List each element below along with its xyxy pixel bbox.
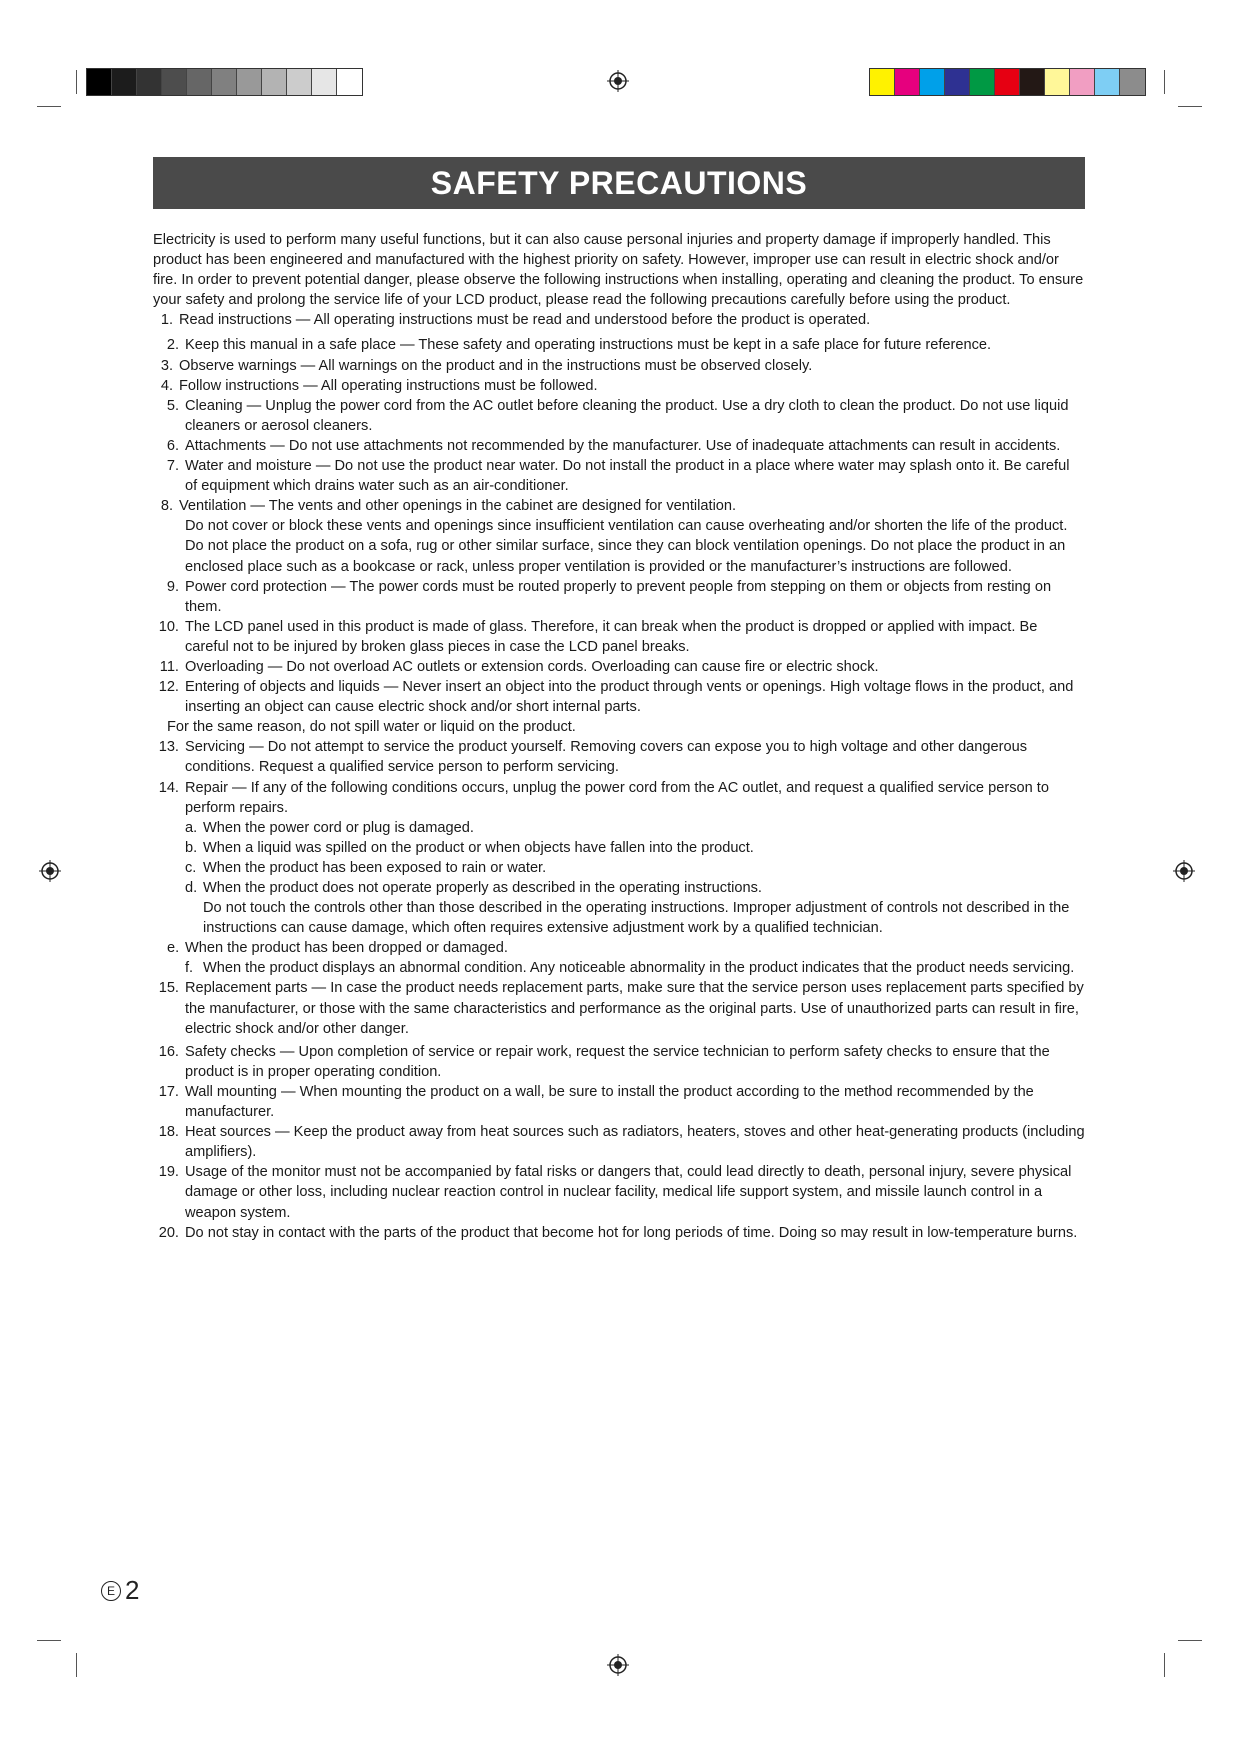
- gray-swatch: [162, 69, 187, 95]
- repair-subitem: [153, 818, 1085, 838]
- item-number: 2.: [166, 337, 179, 354]
- repair-subitem: [153, 938, 1085, 958]
- item-text: Replacement parts — In case the product needs replacement parts, make sure that the service person uses replacement parts specified by the manufacturer, or those with the same characteristics and performance as the original parts. Use of unauthorized parts can result in fire, electric shock and/or other danger.: [185, 980, 1084, 1037]
- registration-mark-left-icon: [39, 860, 61, 882]
- item-number: 3.: [160, 357, 173, 374]
- item-text: Observe warnings — All warnings on the product and in the instructions must be observed closely.: [179, 357, 813, 374]
- repair-subitem: [153, 858, 1085, 878]
- list-item: [153, 335, 1085, 355]
- item-text: Safety checks — Upon completion of service or repair work, request the service technician to perform safety checks to ensure that the product is in proper operating condition.: [185, 1043, 1050, 1080]
- item-text: Follow instructions — All operating instructions must be followed.: [179, 377, 598, 394]
- subitem-letter: f.: [185, 960, 194, 977]
- list-item: [153, 617, 1085, 657]
- gray-swatch: [312, 69, 337, 95]
- subitem-text: When a liquid was spilled on the product or when objects have fallen into the product.: [203, 839, 754, 856]
- item-text: Do not stay in contact with the parts of the product that become hot for long periods of time. Doing so may result in low-temperature burns.: [185, 1224, 1078, 1241]
- precautions-list: [153, 310, 1085, 1242]
- list-item: [153, 1162, 1085, 1222]
- list-item: [153, 577, 1085, 617]
- item-number: 15.: [158, 980, 179, 997]
- item-number: 11.: [159, 658, 179, 675]
- item-text: Overloading — Do not overload AC outlets or extension cords. Overloading can cause fire or electric shock.: [185, 658, 879, 675]
- grayscale-calibration-bar: [86, 68, 363, 96]
- subitem-text: When the product displays an abnormal condition. Any noticeable abnormality in the product indicates that the product needs servicing.: [203, 960, 1075, 977]
- color-swatch: [920, 69, 945, 95]
- color-swatch: [895, 69, 920, 95]
- gray-swatch: [337, 69, 362, 95]
- subitem-text: When the product does not operate properly as described in the operating instructions.: [203, 880, 762, 896]
- registration-mark-top-icon: [607, 70, 629, 92]
- list-item: [153, 1223, 1085, 1243]
- intro-paragraph: Electricity is used to perform many useful functions, but it can also cause personal injuries and property damage if improperly handled. This product has been engineered and manufactured with the highest priority on safety. However, improper use can result in electric shock and/or fire. In order to prevent potential danger, please observe the following instructions when installing, operating and cleaning the product. To ensure your safety and prolong the service life of your LCD product, please read the following precautions carefully before using the product.: [153, 232, 1084, 309]
- list-item: [153, 1122, 1085, 1162]
- item-number: 9.: [166, 578, 179, 595]
- item-number: 14.: [158, 779, 179, 796]
- list-item: [153, 396, 1085, 436]
- item-number: 1.: [160, 312, 173, 329]
- item-number: 7.: [166, 458, 179, 475]
- list-item: [153, 310, 1085, 330]
- registration-mark-bottom-icon: [607, 1654, 629, 1676]
- gray-swatch: [112, 69, 137, 95]
- list-item: [153, 677, 1085, 717]
- repair-subitem: [153, 958, 1085, 978]
- item-text: Heat sources — Keep the product away from heat sources such as radiators, heaters, stoves and other heat-generating products (including amplifiers).: [185, 1124, 1085, 1161]
- registration-mark-right-icon: [1173, 860, 1195, 882]
- list-item: [153, 436, 1085, 456]
- item-note: For the same reason, do not spill water or liquid on the product.: [167, 719, 576, 736]
- subitem-letter: d.: [185, 880, 198, 896]
- subitem-letter: e.: [167, 940, 180, 957]
- item-number: 12.: [158, 679, 179, 696]
- item-number: 8.: [160, 498, 173, 515]
- item-continuation: Do not cover or block these vents and openings since insufficient ventilation can cause overheating and/or shorten the life of the product. Do not place the product on a sofa, rug or other similar surface, since they can block ventilation openings. Do not place the product in an enclosed place such as a bookcase or rack, unless proper ventilation is provided or the manufacturer’s instructions are followed.: [185, 518, 1068, 575]
- color-swatch: [1070, 69, 1095, 95]
- repair-subitem: [153, 878, 1085, 898]
- color-swatch: [970, 69, 995, 95]
- list-item: [153, 356, 1085, 376]
- crop-mark-bottom-left-h: [37, 1640, 61, 1641]
- item-number: 5.: [166, 397, 179, 414]
- list-item: [153, 456, 1085, 496]
- item-text: Entering of objects and liquids — Never insert an object into the product through vents or openings. High voltage flows in the product, and inserting an object can cause electric shock and/or short internal parts.: [185, 679, 1074, 716]
- gray-swatch: [137, 69, 162, 95]
- subitem-letter: c.: [185, 859, 197, 876]
- subitem-text: When the power cord or plug is damaged.: [203, 819, 474, 836]
- item-text: The LCD panel used in this product is made of glass. Therefore, it can break when the product is dropped or applied with impact. Be careful not to be injured by broken glass pieces in case the LCD panel breaks.: [185, 618, 1038, 655]
- crop-mark-top-left-v: [76, 70, 77, 94]
- crop-mark-bottom-left-v: [76, 1653, 77, 1677]
- item-text: Usage of the monitor must not be accompanied by fatal risks or dangers that, could lead directly to death, personal injury, severe physical damage or other loss, including nuclear reaction control in nuclear facility, medical life support system, and missile launch control in a weapon system.: [185, 1164, 1072, 1221]
- subitem-text: When the product has been exposed to rain or water.: [203, 859, 547, 876]
- item-number: 19.: [158, 1164, 179, 1181]
- gray-swatch: [287, 69, 312, 95]
- item-number: 17.: [158, 1083, 179, 1100]
- color-swatch: [870, 69, 895, 95]
- crop-mark-bottom-right-h: [1178, 1640, 1202, 1641]
- gray-swatch: [187, 69, 212, 95]
- crop-mark-top-right-v: [1164, 70, 1165, 94]
- color-swatch: [995, 69, 1020, 95]
- item-text: Read instructions — All operating instructions must be read and understood before the product is operated.: [179, 312, 871, 329]
- item-text: Servicing — Do not attempt to service the product yourself. Removing covers can expose you to high voltage and other dangerous conditions. Request a qualified service person to perform servicing.: [185, 739, 1028, 776]
- crop-mark-top-right-h: [1178, 106, 1202, 107]
- item-number: 13.: [158, 739, 179, 756]
- color-swatch: [1020, 69, 1045, 95]
- color-swatch: [1120, 69, 1145, 95]
- item-text: Water and moisture — Do not use the product near water. Do not install the product in a place where water may splash onto it. Be careful of equipment which drains water such as an air-conditioner.: [185, 458, 1070, 495]
- list-item: [153, 376, 1085, 396]
- item-text: Wall mounting — When mounting the product on a wall, be sure to install the product according to the method recommended by the manufacturer.: [185, 1083, 1034, 1121]
- item-number: 20.: [158, 1224, 179, 1241]
- item-text: Power cord protection — The power cords must be routed properly to prevent people from stepping on them or objects from resting on them.: [185, 578, 1052, 615]
- crop-mark-bottom-right-v: [1164, 1653, 1165, 1677]
- subitem-continuation: Do not touch the controls other than those described in the operating instructions. Improper adjustment of controls not described in the instructions can cause damage, which often requires extensive adjustment work by a qualified technician.: [203, 900, 1070, 937]
- list-item: [153, 978, 1085, 1038]
- color-swatch: [1095, 69, 1120, 95]
- page-title: SAFETY PRECAUTIONS: [153, 157, 1085, 209]
- item-number: 16.: [158, 1043, 179, 1060]
- list-item: [153, 1082, 1085, 1122]
- list-item: [153, 737, 1085, 777]
- subitem-text: When the product has been dropped or damaged.: [185, 940, 508, 957]
- subitem-letter: b.: [185, 839, 198, 856]
- color-swatch: [945, 69, 970, 95]
- item-text: Attachments — Do not use attachments not recommended by the manufacturer. Use of inadequate attachments can result in accidents.: [185, 437, 1061, 454]
- item-number: 4.: [160, 377, 173, 394]
- item-number: 10.: [158, 618, 179, 635]
- gray-swatch: [262, 69, 287, 95]
- list-item: [153, 1042, 1085, 1082]
- gray-swatch: [237, 69, 262, 95]
- language-mark-icon: E: [101, 1581, 121, 1601]
- item-text: Cleaning — Unplug the power cord from the AC outlet before cleaning the product. Use a dry cloth to clean the product. Do not use liquid cleaners or aerosol cleaners.: [185, 397, 1069, 434]
- gray-swatch: [212, 69, 237, 95]
- item-number: 6.: [166, 437, 179, 454]
- crop-mark-top-left-h: [37, 106, 61, 107]
- list-item: [153, 657, 1085, 677]
- list-item: [153, 778, 1085, 818]
- gray-swatch: [87, 69, 112, 95]
- color-swatch: [1045, 69, 1070, 95]
- page-number-value: 2: [125, 1575, 140, 1605]
- repair-subitem: [153, 838, 1085, 858]
- list-item: [153, 496, 1085, 516]
- page-number: [101, 1575, 139, 1606]
- item-text: Ventilation — The vents and other openings in the cabinet are designed for ventilation.: [179, 498, 737, 515]
- safety-content: [153, 230, 1085, 1243]
- item-text: Keep this manual in a safe place — These safety and operating instructions must be kept in a safe place for future reference.: [185, 337, 992, 354]
- item-text: Repair — If any of the following conditions occurs, unplug the power cord from the AC outlet, and request a qualified service person to perform repairs.: [185, 779, 1049, 816]
- subitem-letter: a.: [185, 819, 198, 836]
- item-number: 18.: [158, 1124, 179, 1141]
- color-calibration-bar: [869, 68, 1146, 96]
